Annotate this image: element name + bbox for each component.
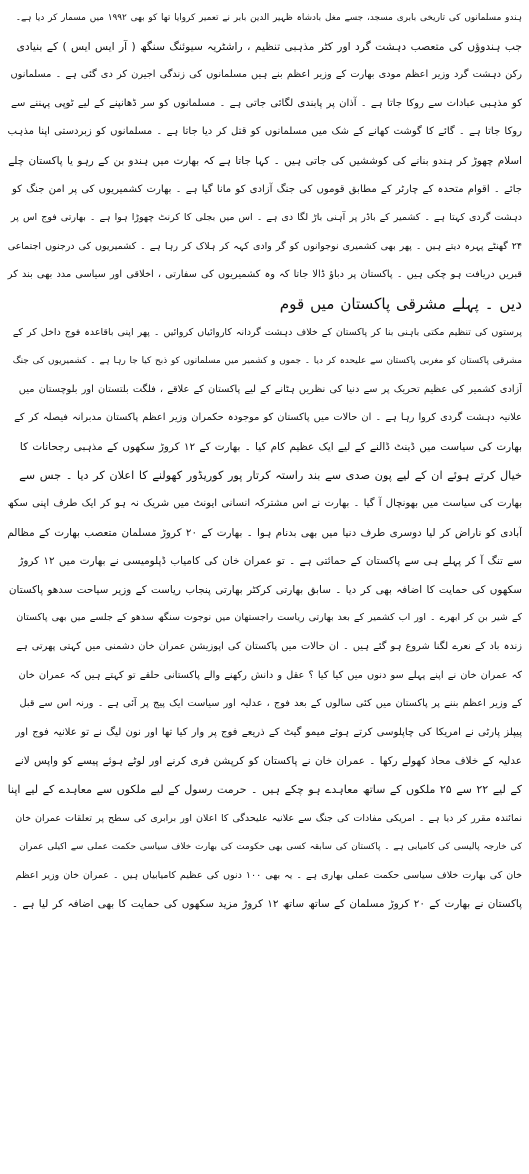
article-line: سکھوں کی حمایت کا اضافہ بھی کر دیا ۔ سابق بھارتی کرکٹر بھارتی پنجاب ریاست کے وزیر سیاحت سدھو پاکستان bbox=[8, 583, 522, 596]
article-line: کے شیر بن کر ابھرے ۔ اور اب کشمیر کے بعد بھارتی ریاست راجستھان میں نوجوت سنگھ سدھو کے جلسے میں بھی پاکستان bbox=[16, 612, 522, 624]
article-line: پاکستان نے بھارت کے ۲۰ کروڑ مسلمان کے ساتھ ساتھ ۱۲ کروڑ مزید سکھوں کی حمایت کا بھی اضافہ کر لیا ہے ۔ bbox=[11, 898, 522, 911]
article-line: زندہ باد کے نعرے لگنا شروع ہو گئے ہیں ۔ ان حالات میں پاکستان کی اپوزیشن عمران خان دشمنی میں کہتی پھرتی ہے bbox=[16, 641, 522, 653]
article-line: بھارت کی سیاست میں بھونچال آ گیا ۔ بھارت نے اس مشترکہ انسانی ایونٹ میں شریک نہ ہو کر ایک طرف اپنی سکھ bbox=[7, 498, 522, 510]
article-line: پرستوں کی تنظیم مکتی باہنی بنا کر پاکستان کے خلاف دہشت گردانہ کاروائیاں کروائیں ۔ پھر اپنی باقاعدہ فوج داخل کر کے bbox=[12, 326, 522, 338]
article-line: عدلیہ کے خلاف محاذ کھولے رکھا ۔ عمران خان نے پاکستان کو کرپشن فری کرنے اور لوٹے ہوئے پیسے کو واپس لانے bbox=[14, 755, 522, 768]
article-line: ۲۴ گھنٹے پہرہ دیتے ہیں ۔ پھر بھی کشمیری نوجوانوں کو گر وادی کہہ کر ہلاک کر رہا ہے ۔ کشمیریوں کی درجنوں اجتماعی bbox=[7, 240, 522, 252]
article-line: رکن دہشت گرد وزیر اعظم مودی بھارت کے وزیر اعظم بنے ہیں مسلمانوں کی زندگی اجیرن کر دی گئی ہے ۔ مسلمانوں bbox=[10, 69, 522, 81]
article-line: علانیہ دہشت گردی کروا رہا ہے ۔ ان حالات میں پاکستان کو موجودہ حکمران وزیر اعظم پاکستان مدبرانہ فیصلہ کر کے bbox=[14, 412, 522, 424]
article-line: نمائندہ مقرر کر دیا ہے ۔ امریکی مفادات کی جنگ سے علانیہ علیحدگی کا اعلان اور برابری کی سطح پر تعلقات عمران خان bbox=[15, 812, 522, 824]
article-line: مشرقی پاکستان کو مغربی پاکستان سے علیحدہ کر دیا ۔ جموں و کشمیر میں مسلمانوں کو ذبح کیا جا رہا ہے ۔ کشمیریوں کی جنگ bbox=[12, 356, 522, 367]
article-line: جائے ۔ اقوام متحدہ کے چارٹر کے مطابق قوموں کی جنگ آزادی کو مانا گیا ہے ۔ بھارت کشمیریوں کی پر امن جنگ کو bbox=[11, 183, 522, 195]
article-body bbox=[7, 4, 522, 919]
article-line: کے وزیر اعظم بننے پر پاکستان میں کئی سالوں کے بعد فوج ، عدلیہ اور سیاست ایک پیج پر آئی ہے ۔ ورنہ اس سے قبل bbox=[19, 698, 522, 710]
article-line: دہشت گردی کہتا ہے ۔ کشمیر کے باڈر پر آہنی باڑ لگا دی ہے ۔ اس میں بجلی کا کرنٹ چھوڑا ہوا ہے ۔ بھارتی فوج اس پر bbox=[11, 212, 522, 224]
article-line: آزادی کشمیر کی عظیم تحریک پر سے دنیا کی نظریں ہٹانے کے لیے پاکستان کے علاقے ، فلگت بلتستان اور بلوچستان میں bbox=[18, 383, 522, 395]
article-line: پیپلز پارٹی نے امریکا کی چاپلوسی کرتے ہوئے میمو گیٹ کے ذریعے فوج پر وار کیا تھا اور نون لیگ نے تو علانیہ فوج اور bbox=[15, 726, 522, 738]
article-line: خیال کرتے ہوئے ان کے لیے پون صدی سے بند راستہ کرتار پور کوریڈور کھولنے کا اعلان کر دیا ۔ جس سے bbox=[19, 468, 522, 482]
article-line: کہ عمران خان نے اپنے پہلے سو دنوں میں کیا کیا ؟ عقل و دانش رکھنے والے پاکستانی حلقے تو کہتے ہیں کہ عمران خان bbox=[18, 669, 522, 681]
article-line: قبریں دریافت ہو چکی ہیں ۔ پاکستان پر دباؤ ڈالا جاتا کہ وہ کشمیریوں کی سفارتی ، اخلاقی اور سیاسی مدد بھی بند کر bbox=[7, 269, 522, 281]
article-line: سے تنگ آ کر پہلے ہی سے پاکستان کے حمائتی ہے ۔ تو عمران خان کی کامیاب ڈپلومیسی نے بھارت میں ۱۲ کروڑ bbox=[18, 555, 522, 568]
article-line: خان کی بھارت خلاف سیاسی حکمت عملی بھاری ہے ۔ یہ بھی ۱۰۰ دنوں کی عظیم کامیابیاں ہیں ۔ عمران خان وزیر اعظم bbox=[15, 869, 522, 881]
article-line: کے لیے ۲۲ سے ۲۵ ملکوں کے ساتھ معاہدے ہو چکے ہیں ۔ حرمت رسول کے لیے ملکوں سے معاہدے کے لیے اپنا bbox=[7, 783, 522, 797]
article-line: روکا جاتا ہے ۔ گائے کا گوشت کھانے کے شک میں مسلمانوں کو قتل کر دیا جاتا ہے ۔ مسلمانوں کو زبردستی اپنا مذہب bbox=[7, 126, 522, 138]
article-line: ہندو مسلمانوں کی تاریخی بابری مسجد، جسے مغل بادشاہ ظہیر الدین بابر نے تعمیر کروایا تھا کو بھی ۱۹۹۲ میں مسمار کر دیا ہے۔ bbox=[15, 13, 522, 23]
article-line: بھارت کی سیاست میں ڈینٹ ڈالنے کے لیے ایک عظیم کام کیا ۔ بھارت کے ۱۲ کروڑ سکھوں کے مذہبی رجحانات کا bbox=[19, 440, 522, 453]
article-line: جب ہندوؤں کی متعصب دہشت گرد اور کٹر مذہبی تنظیم ، راشٹریہ سیوئنگ سنگھ ( آر ایس ایس ) کے بنیادی bbox=[16, 39, 522, 53]
article-line: کی خارجہ پالیسی کی کامیابی ہے ۔ پاکستان کی سابقہ کسی بھی حکومت کی بھارت خلاف سیاسی حکمت عملی سے اکیلی عمران bbox=[19, 842, 522, 853]
article-line: اسلام چھوڑ کر ہندو بنانے کی کوششیں کی جاتی ہیں ۔ کہا جاتا ہے کہ بھارت میں ہندو بن کے رہو یا پاکستان چلے bbox=[8, 154, 522, 167]
article-line: کو مذہبی عبادات سے روکا جاتا ہے ۔ آذان پر پابندی لگائی جاتی ہے ۔ مسلمانوں کو سر ڈھانپنے کے لیے ٹوپی پہننے سے bbox=[10, 97, 522, 109]
article-line: دیں ۔ پہلے مشرقی پاکستان میں قوم bbox=[279, 294, 522, 313]
article-line: آبادی کو ناراض کر لیا دوسری طرف دنیا میں بھی بدنام ہوا ۔ بھارت کے ۲۰ کروڑ مسلمان متعصب بھارت کے مظالم bbox=[7, 526, 522, 539]
